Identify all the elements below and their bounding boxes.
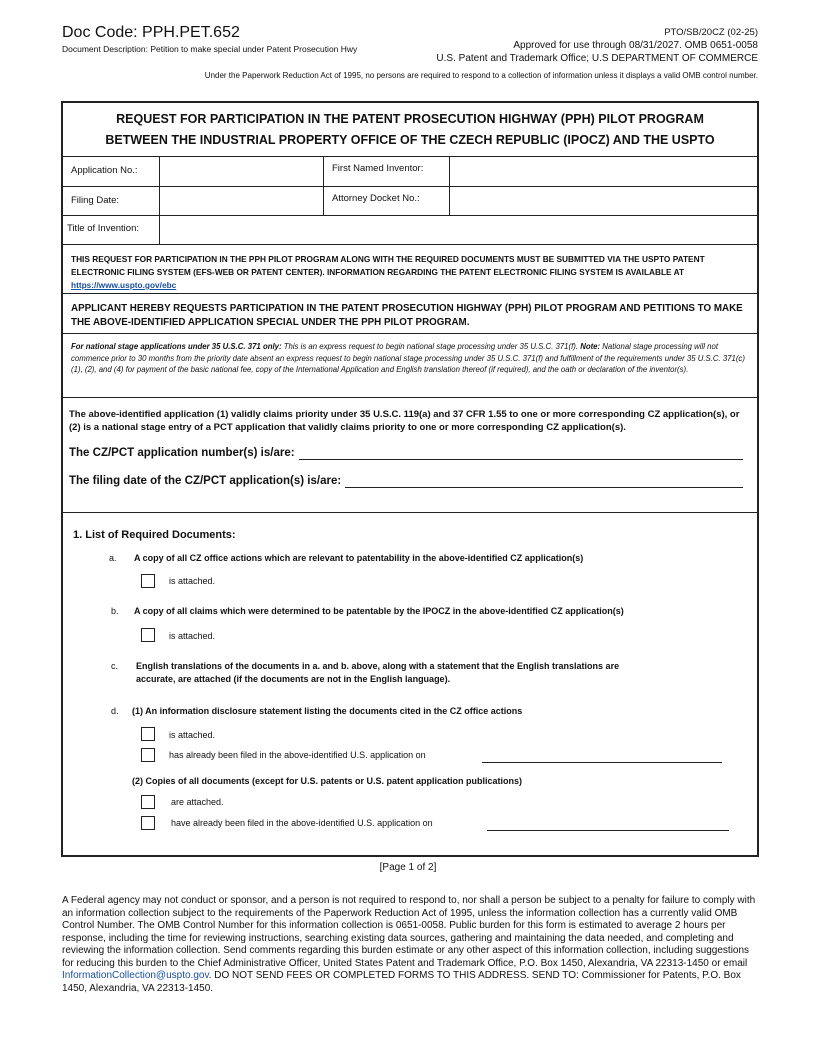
ids-attached-label: is attached. xyxy=(169,730,216,740)
item-d-letter: d. xyxy=(111,706,119,716)
page-number: [Page 1 of 2] xyxy=(379,862,437,873)
doc-description: Document Description: Petition to make special under Patent Prosecution Hwy xyxy=(62,44,358,54)
copies-filed-label: have already been filed in the above-identified U.S. application on xyxy=(171,818,433,828)
copies-attached-label: are attached. xyxy=(171,797,224,807)
item-c-text2: accurate, are attached (if the documents are not in the English language). xyxy=(136,674,451,684)
applicant-request: APPLICANT HEREBY REQUESTS PARTICIPATION IN THE PATENT PROSECUTION HIGHWAY (PPH) PILOT PROGRAM AND PETITIONS TO MAKE THE ABOVE-IDENTIFIED APPLICATION SPECIAL UNDER THE PPH PILOT PROGRAM. xyxy=(63,294,757,334)
cz-filing-date-field[interactable] xyxy=(345,474,743,488)
cz-filing-date-label: The filing date of the CZ/PCT application(s) is/are: xyxy=(69,475,342,487)
copies-attached-checkbox[interactable] xyxy=(141,795,155,809)
ids-filed-label: has already been filed in the above-identified U.S. application on xyxy=(169,750,426,760)
ns-lead: For national stage applications under 35 U.S.C. 371 only: xyxy=(71,342,282,351)
row-application xyxy=(63,157,757,187)
priority-claim-text: The above-identified application (1) validly claims priority under 35 U.S.C. 119(a) and 37 CFR 1.55 to one or more corresponding CZ application(s), or (2) is a national stage entry of a PCT application that validly claims priority to one or more corresponding CZ application(s). xyxy=(69,409,740,433)
app-numbers-label: The CZ/PCT application number(s) is/are: xyxy=(69,447,295,459)
agency: U.S. Patent and Trademark Office; U.S DEPARTMENT OF COMMERCE xyxy=(436,53,758,64)
item-a-checkbox[interactable] xyxy=(141,574,155,588)
efs-notice xyxy=(63,245,757,294)
pra-notice: Under the Paperwork Reduction Act of 1995, no persons are required to respond to a collection of information unless it displays a valid OMB control number. xyxy=(204,71,758,80)
application-no-label: Application No.: xyxy=(63,157,160,186)
required-documents xyxy=(63,513,757,857)
filing-date-label: Filing Date: xyxy=(63,187,160,215)
app-numbers-field[interactable] xyxy=(299,446,743,460)
documents-heading: 1. List of Required Documents: xyxy=(73,529,236,541)
title-invention-field[interactable] xyxy=(160,216,757,244)
row-title-invention xyxy=(63,216,757,245)
ebc-link[interactable]: https://www.uspto.gov/ebc xyxy=(71,280,177,290)
national-stage-note xyxy=(63,334,757,398)
footer-text2: . DO NOT SEND FEES OR COMPLETED FORMS TO THIS ADDRESS. SEND TO: Commissioner for Patents, P.O. Box 1450, Alexandria, VA 22313-1450. xyxy=(62,970,741,994)
efs-text: THIS REQUEST FOR PARTICIPATION IN THE PPH PILOT PROGRAM ALONG WITH THE REQUIRED DOCUMENTS MUST BE SUBMITTED VIA THE USPTO PATENT ELECTRONIC FILING SYSTEM (EFS-WEB OR PATENT CENTER). INFORMATION REGARDING THE PATENT ELECTRONIC FILING SYSTEM IS AVAILABLE AT xyxy=(71,254,705,277)
ids-attached-checkbox[interactable] xyxy=(141,727,155,741)
ns-text1: This is an express request to begin national stage processing under 35 U.S.C. 371(f). xyxy=(281,342,581,351)
item-a-text: A copy of all CZ office actions which are relevant to patentability in the above-identified CZ application(s) xyxy=(134,553,584,563)
item-b-text: A copy of all claims which were determined to be patentable by the IPOCZ in the above-identified CZ application(s) xyxy=(134,606,624,616)
omb-approval: Approved for use through 08/31/2027. OMB 0651-0058 xyxy=(513,40,758,51)
item-b-checkbox[interactable] xyxy=(141,628,155,642)
application-no-field[interactable] xyxy=(160,157,324,186)
docket-no-label: Attorney Docket No.: xyxy=(324,187,450,215)
item-c-letter: c. xyxy=(111,661,119,671)
item-d-text1: (1) An information disclosure statement listing the documents cited in the CZ office actions xyxy=(132,706,523,716)
item-b-option: is attached. xyxy=(169,631,216,641)
burden-statement xyxy=(62,895,762,995)
docket-no-field[interactable] xyxy=(450,187,757,215)
priority-claim-section xyxy=(63,398,757,513)
item-c-text1: English translations of the documents in a. and b. above, along with a statement that the English translations are xyxy=(136,661,620,671)
first-inventor-field[interactable] xyxy=(450,157,757,186)
item-a-option: is attached. xyxy=(169,576,216,586)
copies-filed-date-field[interactable] xyxy=(487,830,729,831)
item-d-text2: (2) Copies of all documents (except for U.S. patents or U.S. patent application publications) xyxy=(132,776,523,786)
footer-email-link[interactable]: InformationCollection@uspto.gov xyxy=(62,970,209,981)
form-box xyxy=(61,101,759,857)
first-inventor-label: First Named Inventor: xyxy=(324,157,450,186)
item-b-letter: b. xyxy=(111,606,119,616)
form-title xyxy=(63,103,757,157)
title-invention-label: Title of Invention: xyxy=(63,216,160,244)
filing-date-field[interactable] xyxy=(160,187,324,215)
title-line-1: REQUEST FOR PARTICIPATION IN THE PATENT PROSECUTION HIGHWAY (PPH) PILOT PROGRAM xyxy=(116,112,704,126)
ids-filed-date-field[interactable] xyxy=(482,762,722,763)
doc-code: Doc Code: PPH.PET.652 xyxy=(62,24,240,41)
ns-text2: National stage processing will not commence prior to 30 months from the priority date absent an express request to begin national stage processing under 35 U.S.C. 371(f) and fulfillment of the requirements under 35 U.S.C. 371(c)(1), (2), and (4) for payment of the basic national fee, copy of the International Application and English translation thereof (if required), and the oath or declaration of the inventor(s). xyxy=(71,342,745,374)
row-filing xyxy=(63,187,757,216)
title-line-2: BETWEEN THE INDUSTRIAL PROPERTY OFFICE OF THE CZECH REPUBLIC (IPOCZ) AND THE USPTO xyxy=(105,133,715,147)
ns-note: Note: xyxy=(580,342,601,351)
ids-filed-checkbox[interactable] xyxy=(141,748,155,762)
form-number: PTO/SB/20CZ (02-25) xyxy=(664,27,758,38)
copies-filed-checkbox[interactable] xyxy=(141,816,155,830)
item-a-letter: a. xyxy=(109,553,117,563)
footer-text1: A Federal agency may not conduct or sponsor, and a person is not required to respond to, nor shall a person be subject to a penalty for failure to comply with an information collection subject to the requirements of the Paperwork Reduction Act of 1995, unless the information collection has a currently valid OMB Control Number. The OMB Control Number for this information collection is 0651-0058. Public burden for this form is estimated to average 2 hours per response, including the time for reviewing instructions, searching existing data sources, gathering and maintaining the data needed, and completing and reviewing the information collection. Send comments regarding this burden estimate or any other aspect of this information collection, including suggestions for reducing this burden to the Chief Administrative Officer, United States Patent and Trademark Office, P.O. Box 1450, Alexandria, VA 22313-1450 or email xyxy=(62,895,756,969)
